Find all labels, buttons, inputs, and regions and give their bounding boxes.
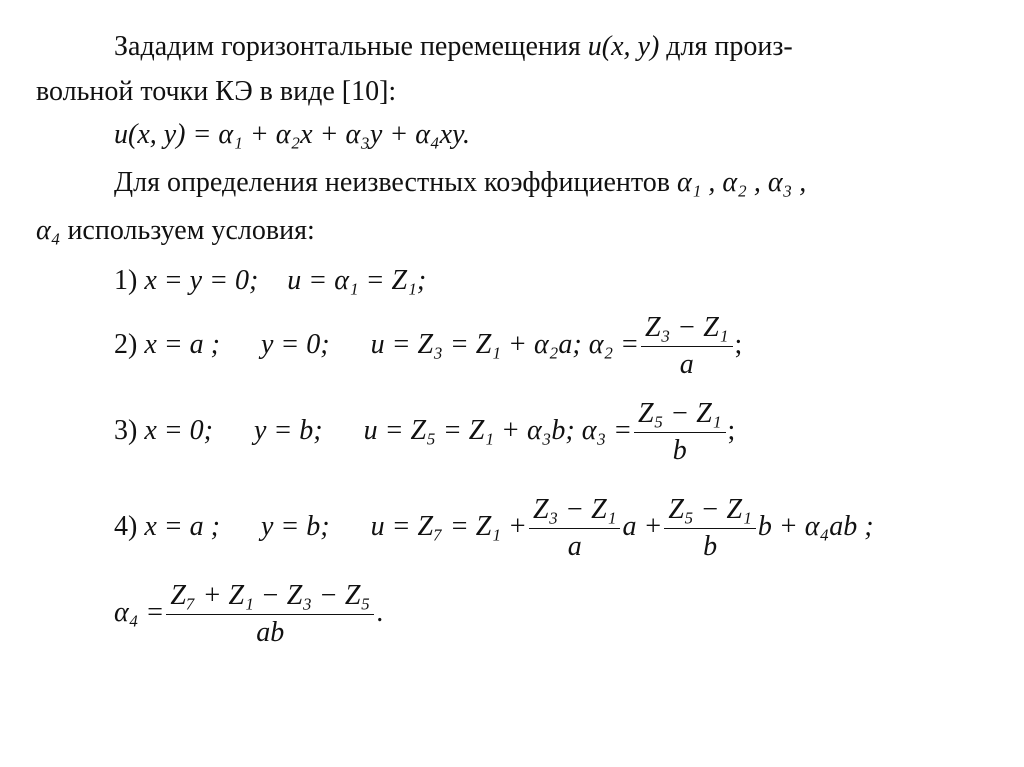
- text: Зададим горизонтальные перемещения: [114, 31, 588, 62]
- tail: b + α₄ab ;: [757, 510, 874, 542]
- denominator: b: [672, 435, 687, 466]
- result: u = Z₃ = Z₁ + α₂a;: [370, 328, 582, 360]
- fraction-2: [664, 494, 756, 563]
- cond-y: y = b;: [253, 414, 323, 446]
- function-u: u(x, y): [587, 31, 660, 62]
- numerator: Z₅ − Z₁: [664, 494, 756, 529]
- numerator: Z₅ − Z₁: [634, 398, 726, 433]
- coefficient-a4: α₄: [36, 215, 61, 246]
- denominator: a: [567, 531, 582, 562]
- text: используем условия:: [60, 215, 315, 246]
- denominator: b: [703, 531, 718, 562]
- cond-x: x = a ;: [144, 510, 220, 542]
- label: 1): [114, 265, 138, 296]
- denominator: a: [679, 349, 694, 380]
- coef: α₂ =: [588, 328, 640, 360]
- label: 2): [114, 328, 138, 360]
- fraction: [166, 580, 374, 649]
- cond-y: y = b;: [260, 510, 330, 542]
- cond-x: x = a ;: [144, 328, 220, 360]
- cond-x: x = 0;: [144, 414, 213, 446]
- condition-1: [114, 264, 426, 298]
- paragraph1-line1: [114, 30, 793, 64]
- text: для произ-: [659, 31, 793, 62]
- condition-2: [114, 312, 742, 381]
- end: ;: [734, 328, 743, 360]
- paragraph2-line1: [114, 166, 806, 200]
- result: u = Z₅ = Z₁ + α₃b;: [363, 414, 575, 446]
- numerator: Z₇ + Z₁ − Z₃ − Z₅: [166, 580, 374, 615]
- numerator: Z₃ − Z₁: [641, 312, 733, 347]
- fraction-1: [529, 494, 621, 563]
- paragraph1-line2: вольной точки КЭ в виде [10]:: [36, 76, 397, 107]
- fraction: [634, 398, 726, 467]
- final-equation: [114, 580, 383, 649]
- cond-x: x = y = 0;: [144, 265, 259, 296]
- end: .: [376, 596, 384, 628]
- numerator: Z₃ − Z₁: [529, 494, 621, 529]
- equation-main: u(x, y) = α₁ + α₂x + α₃y + α₄xy.: [114, 119, 470, 150]
- end: ;: [727, 414, 736, 446]
- mid: a +: [622, 510, 663, 542]
- cond-y: y = 0;: [260, 328, 330, 360]
- paragraph2-line2: [36, 214, 315, 248]
- lhs: α₄ =: [114, 596, 165, 628]
- coefficients: α₁ , α₂ , α₃ ,: [676, 167, 807, 198]
- result: u = α₁ = Z₁;: [287, 265, 427, 296]
- text: Для определения неизвестных коэффициентов: [114, 167, 677, 198]
- denominator: ab: [256, 617, 285, 648]
- label: 3): [114, 414, 138, 446]
- fraction: [641, 312, 733, 381]
- condition-3: [114, 398, 735, 467]
- coef: α₃ =: [581, 414, 633, 446]
- condition-4: [114, 494, 874, 563]
- label: 4): [114, 510, 138, 542]
- result: u = Z₇ = Z₁ +: [370, 510, 527, 542]
